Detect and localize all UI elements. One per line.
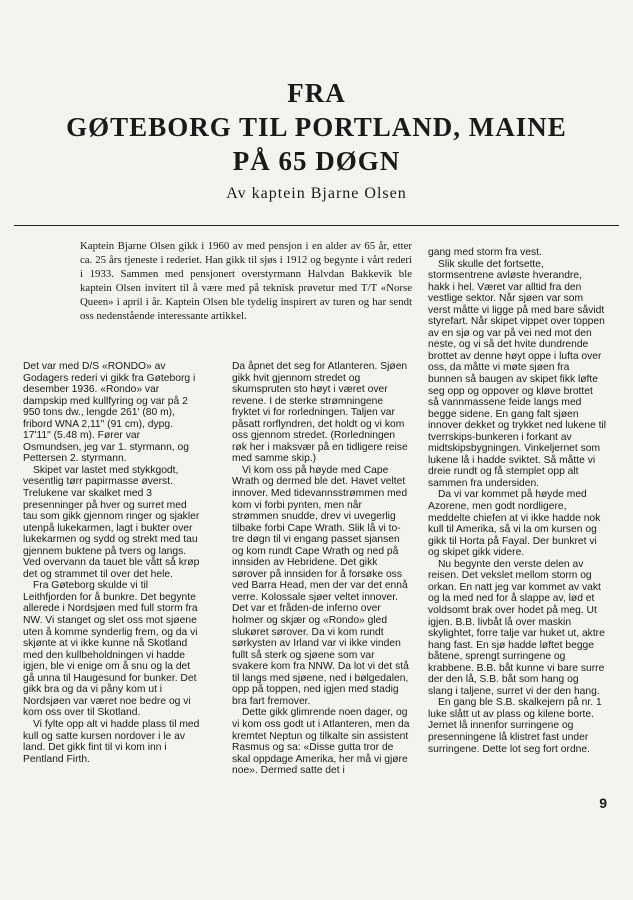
header-divider [14, 225, 619, 226]
byline: Av kaptein Bjarne Olsen [226, 185, 407, 202]
body-column-3 [428, 247, 606, 755]
title-line-1: FRA [287, 78, 346, 108]
paragraph: Da vi var kommet på høyde med Azorene, men godt nordligere, meddelte chiefen at vi ikke hadde nok kull til Amerika, så vi la om kursen og gikk til Horta på Fayal. Der bunkret vi og skipet gikk videre. [428, 489, 601, 559]
paragraph: Skipet var lastet med stykkgodt, vesentlig tørr papirmasse øverst. Trelukene var skalket med 3 presenninger på hver og surret med tau som gikk gjennom ringer og sjakler utenpå lukekarmen, lagt i bukter over lukekarmen og sydd og strekt med tau gjennem buktene på tvers og langs. Ved overvann da tauet ble vått så krøp det og strammet til over det hele. [23, 464, 200, 580]
body-column-2 [232, 361, 410, 777]
paragraph: Slik skulle det fortsette, stormsentrene avløste hverandre, hakk i hel. Været var alltid fra den vestlige sektor. Når sjøen var som verst måtte vi ligge på med bare såvidt styrefart. Når skipet vippet over toppen av en sjø og var på vei ned mot den neste, og vi så det hvite dundrende brottet av denne høyt oppe i lufta over oss, da måtte vi møte sjøen fra bunnen så baugen av skipet fikk løfte seg opp og oppover og kløve brottet så vannmassene feide langs med begge sidene. En gang falt sjøen innover dekket og trykket ned lukene til tverrskips-bunkeren i forkant av midtskipsbygningen. Vinkeljernet som lukene lå i hadde sviktet. Så måtte vi dreie rundt og få stemplet opp alt sammen fra undersiden. [428, 258, 607, 489]
paragraph: Fra Gøteborg skulde vi til Leithfjorden for å bunkre. Det begynte allerede i Nordsjøen med full storm fra NW. Vi stanget og slet oss mot sjøene uten å komme synderlig frem, og da vi skjønte at vi ikke kunne nå Skotland med den kullbeholdningen vi hadde igjen, ble vi enige om å snu og la det gå unna til Haugesund for bunker. Det gikk bra og da vi påny kom ut i Nordsjøen var været noe bedre og vi kom oss over til Skotland. [23, 580, 198, 719]
paragraph: gang med storm fra vest. [428, 247, 542, 258]
paragraph: Vi kom oss på høyde med Cape Wrath og dermed ble det. Havet veltet innover. Med tidevannsstrømmen med kom vi forbi pynten, men når strømmen snudde, drev vi uvegerlig tilbake forbi Cape Wrath. Slik lå vi to-tre døgn til vi engang passet sjansen og kom rundt Cape Wrath og ned på innsiden av Hebridene. Det gikk sørover på innsiden for å forsøke oss ved Barra Head, men der var det ennå verre. Kolossale sjøer veltet innover. Det var et fråden-de inferno over holmer og skjær og «Rondo» gled slukøret sørover. Da vi kom rundt sørkysten av Irland var vi ikke vinden fullt så sterk og sjøene som var svakere kom fra NNW. Da lot vi det stå til langs med sjøene, ned i bølgedalen, opp på toppen, ned igjen med stadig bra fart fremover. [232, 464, 409, 707]
page-number: 9 [599, 795, 607, 811]
paragraph: Vi fylte opp alt vi hadde plass til med kull og satte kursen nordover i le av land. Det gikk fint til vi kom inn i Pentland Firth. [23, 718, 200, 765]
intro-paragraph: Kaptein Bjarne Olsen gikk i 1960 av med pensjon i en alder av 65 år, etter ca. 25 års tjeneste i rederiet. Han gikk til sjøs i 1912 og begynte i vårt rederi i 1933. Sammen med pensjonert overstyrmann Halvdan Bakkevik ble kaptein Olsen invitert til å være med på teknisk prøvetur med T/T «Norse Queen» i april i år. Kaptein Olsen ble tydelig inspirert av turen og har sendt oss nedenstående interessante artikkel. [80, 240, 412, 323]
paragraph: Dette gikk glimrende noen dager, og vi kom oss godt ut i Atlanteren, men da kremtet Neptun og tilkalte sin assistent Rasmus og sa: «Disse gutta tror de skal oppdage Amerika, her må vi gjøre noe». Dermed satte det i [232, 707, 410, 777]
title-line-2: GØTEBORG TIL PORTLAND, MAINE [66, 112, 567, 142]
paragraph: Nu begynte den verste delen av reisen. Det vekslet mellom storm og orkan. En natt jeg var kommet av vakt og la med ned for å slappe av, lød et voldsomt brak over hodet på meg. Ut igjen. B.B. livbåt lå over maskin skylightet, forre talje var huket ut, aktre hang fast. En sjø hadde løftet begge båtene, sprengt surringene og krabbene. B.B. båt kunne vi bare surre der den lå, S.B. båt som hang og slang i taljene, surret vi der den hang. [428, 558, 605, 697]
paragraph: Det var med D/S «RONDO» av Godagers rederi vi gikk fra Gøteborg i desember 1936. «Rondo» var dampskip med kullfyring og var på 2 950 tons dw., lengde 261' (80 m), fribord WNA 2,11" (91 cm), dypg. 17'11" (5.48 m). Fører var Osmundsen, jeg var 1. styrmann, og Pettersen 2. styrmann. [23, 361, 196, 465]
body-column-1 [23, 361, 201, 765]
paragraph: Da åpnet det seg for Atlanteren. Sjøen gikk hvit gjennom stredet og skumspruten sto høyt i været over revene. I de sterke strømningene fryktet vi for rorledningen. Taljen var påsatt rorflyndren, det holdt og vi kom oss gjennom stredet. (Rorledningen røk her i maksvær på en tidligere reise med samme skip.) [232, 361, 408, 465]
paragraph: En gang ble S.B. skalkejern på nr. 1 luke slått ut av plass og kilene borte. Jernet lå innenfor surringene og presenningene lå klistret fast under surringene. Dette lot seg fort ordne. [428, 697, 602, 755]
title-line-3: PÅ 65 DØGN [232, 146, 401, 176]
